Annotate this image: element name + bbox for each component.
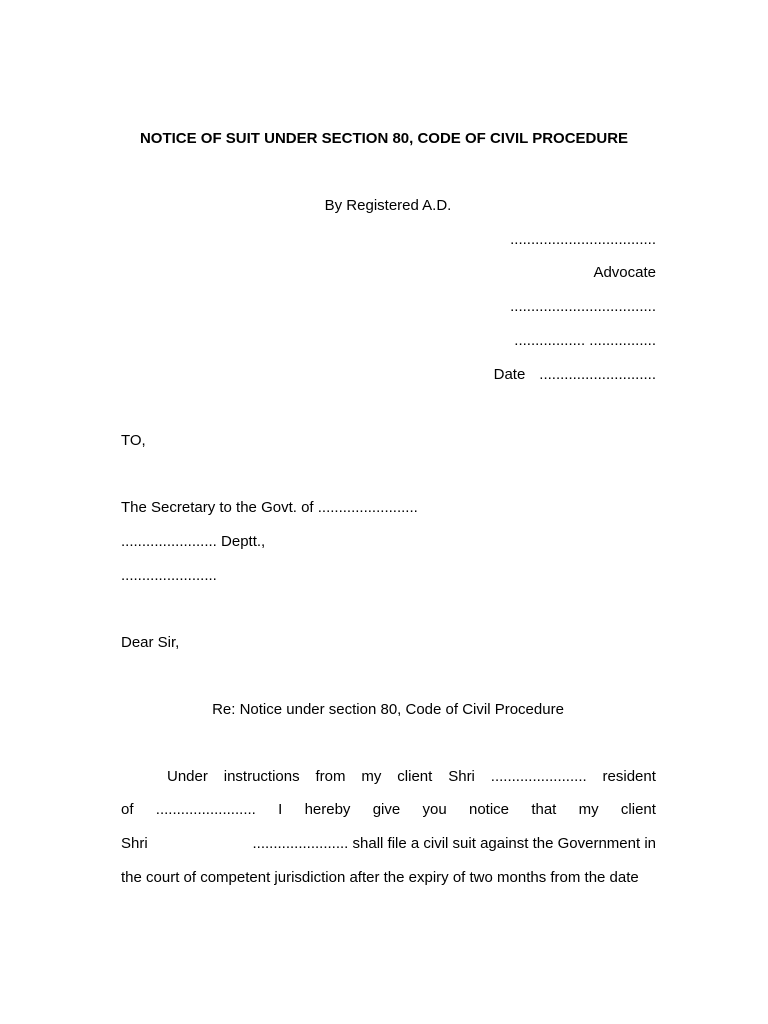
sender-designation: Advocate — [593, 264, 656, 281]
body-word: give — [372, 801, 401, 818]
body-word: that — [531, 801, 557, 818]
body-word: you — [422, 801, 447, 818]
body-word: hereby — [304, 801, 351, 818]
document-title: NOTICE OF SUIT UNDER SECTION 80, CODE OF CIVIL PROCEDURE — [139, 130, 629, 147]
body-word: client — [397, 768, 433, 785]
body-word: client — [620, 801, 656, 818]
sender-date — [494, 366, 656, 384]
body-line-1 — [167, 768, 656, 786]
date-label: Date — [493, 366, 526, 383]
body-word: Shri — [121, 835, 148, 852]
sender-city-blank: ................. ................ — [514, 332, 656, 349]
body-word: my — [578, 801, 599, 818]
sender-address-blank: ................................... — [510, 298, 656, 315]
sender-name-blank: ................................... — [510, 231, 656, 248]
body-word: of — [121, 801, 134, 818]
body-word: ....................... shall file a civil suit against the Government in — [252, 835, 656, 852]
body-word: Shri — [448, 768, 475, 785]
body-word: my — [361, 768, 382, 785]
body-word: instructions — [223, 768, 300, 785]
body-word: ........................ — [155, 801, 256, 818]
salutation: Dear Sir, — [121, 634, 180, 651]
body-word: I — [278, 801, 283, 818]
addressee-line-1: The Secretary to the Govt. of ........................ — [121, 499, 418, 516]
body-line-2 — [121, 801, 656, 819]
body-word: notice — [469, 801, 510, 818]
body-word: from — [315, 768, 346, 785]
body-line-4: the court of competent jurisdiction after the expiry of two months from the date — [121, 869, 639, 886]
body-word: ....................... — [490, 768, 587, 785]
subject-line: Re: Notice under section 80, Code of Civil Procedure — [212, 701, 564, 718]
delivery-method: By Registered A.D. — [324, 197, 452, 214]
date-value: ............................ — [539, 366, 656, 383]
body-line-3 — [121, 835, 656, 853]
body-word: resident — [602, 768, 656, 785]
addressee-to: TO, — [121, 432, 146, 449]
addressee-line-2: ....................... Deptt., — [121, 533, 266, 550]
body-word: Under — [167, 768, 208, 785]
addressee-line-3: ....................... — [121, 567, 217, 584]
